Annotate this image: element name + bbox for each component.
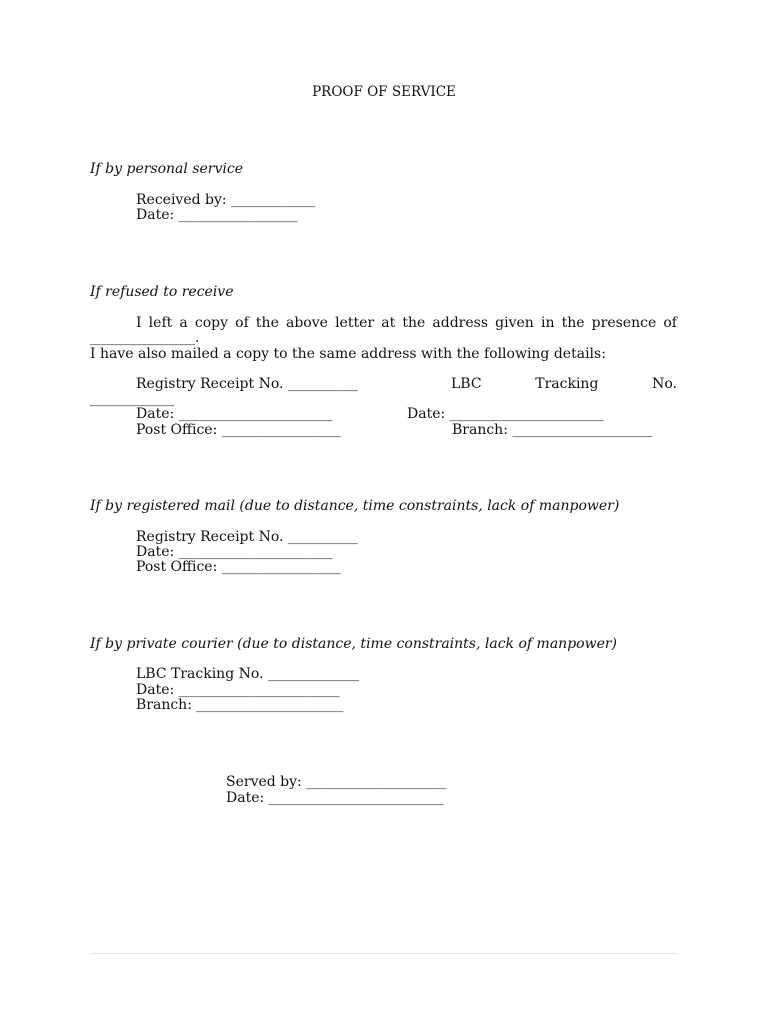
refused-lbc-tracking-label [451,376,677,392]
personal-received-by-field: Received by: ____________ [136,192,316,208]
lbc-word: LBC [451,376,482,392]
document-title: PROOF OF SERVICE [312,84,456,100]
served-by-field: Served by: ____________________ [226,774,447,790]
refused-date-left-field: Date: ______________________ [136,406,333,422]
refused-branch-field: Branch: ____________________ [452,422,653,438]
registered-post-office-field: Post Office: _________________ [136,559,341,575]
courier-branch-field: Branch: _____________________ [136,697,344,713]
courier-date-field: Date: _______________________ [136,682,340,698]
registered-mail-heading: If by registered mail (due to distance, time constraints, lack of manpower) [90,498,620,514]
footer-divider [90,953,678,954]
refused-receipt-lbc-row [136,376,677,392]
personal-date-field: Date: _________________ [136,207,298,223]
courier-lbc-tracking-field: LBC Tracking No. _____________ [136,666,359,682]
registered-receipt-field: Registry Receipt No. __________ [136,529,358,545]
tracking-word: Tracking [535,376,599,392]
refused-date-right-field: Date: ______________________ [407,406,604,422]
refused-registry-receipt-field: Registry Receipt No. __________ [136,376,358,392]
refused-heading: If refused to receive [90,284,234,300]
courier-heading: If by private courier (due to distance, time constraints, lack of manpower) [90,636,618,652]
refused-presence-text: I left a copy of the above letter at the address given in the presence of [136,315,677,331]
no-word: No. [652,376,677,392]
registered-date-field: Date: ______________________ [136,544,333,560]
refused-presence-blank: _______________. [90,330,200,346]
refused-lbc-blank: ____________ [90,391,174,407]
refused-mailed-text: I have also mailed a copy to the same address with the following details: [90,346,606,362]
personal-service-heading: If by personal service [90,161,244,177]
served-date-field: Date: _________________________ [226,790,444,806]
refused-post-office-field: Post Office: _________________ [136,422,341,438]
